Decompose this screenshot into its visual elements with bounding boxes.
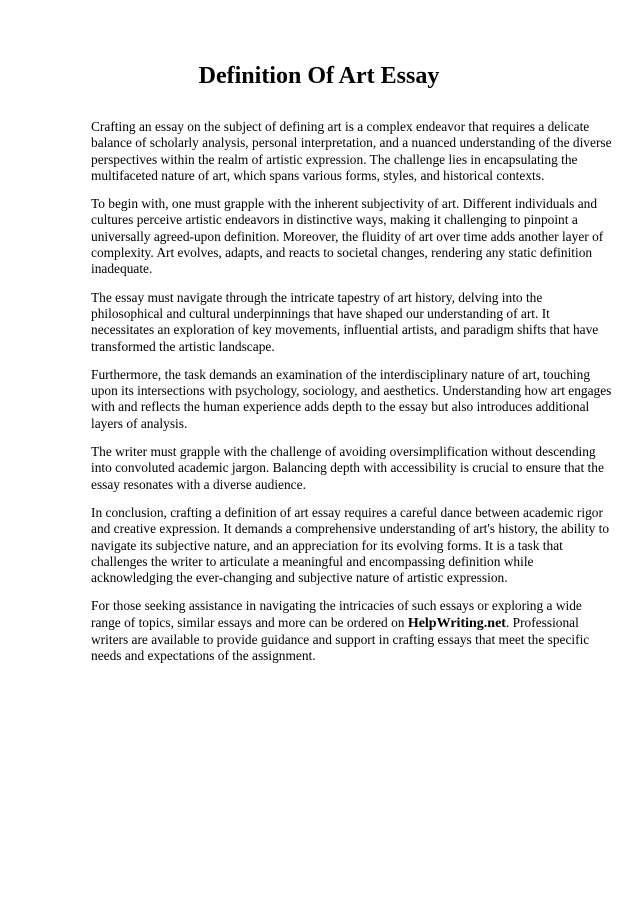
paragraph-line: writers are available to provide guidance and support in crafting essays that meet the specific [91,632,590,648]
paragraph-line: Furthermore, the task demands an examination of the interdisciplinary nature of art, touching [91,366,591,382]
paragraph-1 [91,119,612,184]
paragraph-6 [91,504,610,586]
paragraph-5 [91,444,604,493]
paragraph-line: necessitates an exploration of key movements, influential artists, and paradigm shifts that have [91,322,599,338]
paragraph-line: universally agreed-upon definition. Moreover, the fluidity of art over time adds another layer of [91,228,604,244]
paragraph-line: inadequate. [91,261,153,277]
paragraph-line: upon its intersections with psychology, sociology, and aesthetics. Understanding how art engages [91,383,612,399]
paragraph-4 [91,366,612,432]
closing-text-after-link: . Professional [505,614,579,630]
paragraph-line: needs and expectations of the assignment. [91,648,316,664]
helpwriting-link[interactable]: HelpWriting.net [407,615,506,631]
paragraph-line: perspectives within the realm of artistic expression. The challenge lies in encapsulating the [91,151,578,167]
document-title: Definition Of Art Essay [198,63,440,89]
paragraph-line: into convoluted academic jargon. Balancing depth with accessibility is crucial to ensure that the [91,460,604,476]
paragraph-3 [91,289,599,355]
paragraph-line: challenges the writer to articulate a meaningful and encompassing definition while [91,553,534,569]
paragraph-line: multifaceted nature of art, which spans various forms, styles, and historical contexts. [91,167,545,183]
paragraph-line: For those seeking assistance in navigating the intricacies of such essays or exploring a wide [91,598,582,614]
paragraph-line: transformed the artistic landscape. [91,338,275,354]
paragraph-line: essay resonates with a diverse audience. [91,476,306,492]
paragraph-line: with and reflects the human experience adds depth to the essay but also introduces additional [91,399,590,415]
paragraph-line: The writer must grapple with the challenge of avoiding oversimplification without descending [91,444,596,460]
paragraph-line: philosophical and cultural underpinnings that have shaped our understanding of art. It [91,305,550,321]
paragraph-line: In conclusion, crafting a definition of art essay requires a careful dance between academic rigor [91,504,603,520]
paragraph-2 [91,196,604,277]
paragraph-line-with-link [91,615,596,632]
paragraph-line: and creative expression. It demands a comprehensive understanding of art's history, the ability to [91,521,610,537]
paragraph-line: navigate its subjective nature, and an appreciation for its evolving forms. It is a task that [91,537,563,553]
paragraph-line: layers of analysis. [91,415,188,431]
paragraph-line: To begin with, one must grapple with the inherent subjectivity of art. Different individuals and [91,196,598,212]
closing-text-before-link: range of topics, similar essays and more can be ordered on [91,614,408,630]
document-body [91,119,612,677]
paragraph-line: Crafting an essay on the subject of defining art is a complex endeavor that requires a delicate [91,119,590,134]
paragraph-line: balance of scholarly analysis, personal interpretation, and a nuanced understanding of the diverse [91,135,612,151]
closing-paragraph [91,598,596,664]
paragraph-line: complexity. Art evolves, adapts, and reacts to societal changes, rendering any static definition [91,245,593,261]
paragraph-line: cultures perceive artistic endeavors in distinctive ways, making it challenging to pinpoint a [91,212,578,228]
paragraph-line: acknowledging the ever-changing and subjective nature of artistic expression. [91,570,508,586]
paragraph-line: The essay must navigate through the intricate tapestry of art history, delving into the [91,289,543,305]
